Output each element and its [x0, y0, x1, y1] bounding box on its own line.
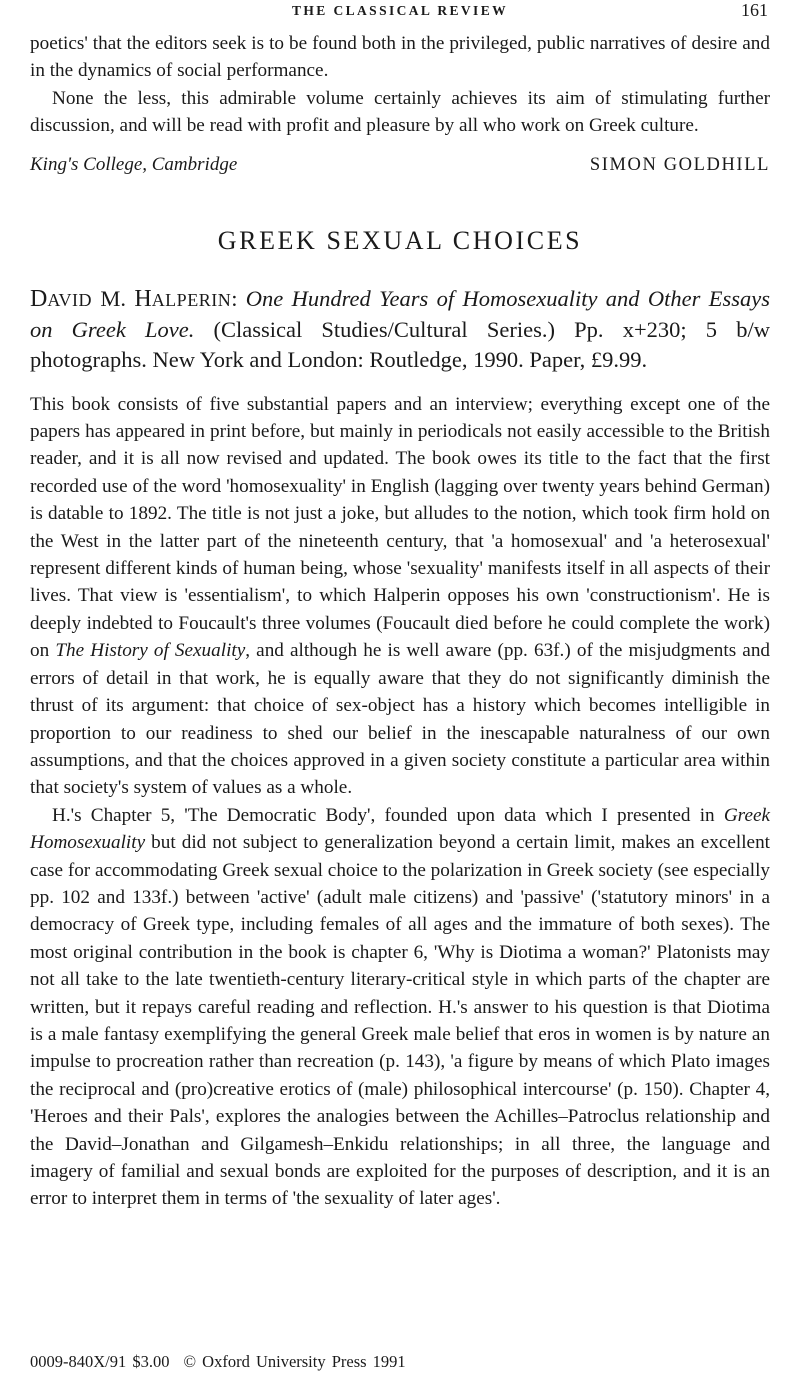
author-name: DAVID M. HALPERIN: [30, 285, 232, 312]
book-citation: DAVID M. HALPERIN: One Hundred Years of Homosexuality and Other Essays on Greek Love. (Classical Studies/Cultural Series.) Pp. x+230; 5 b/w photographs. New York and London: Routledge, 1990. Paper, £9.99.: [30, 285, 770, 372]
book-title: One Hundred Years of Homosexuality and Other Essays on Greek Love.: [30, 285, 770, 342]
running-head: [30, 0, 770, 30]
reviewer-signoff: [30, 154, 770, 176]
copyright-notice: © Oxford University Press 1991: [183, 1352, 406, 1371]
previous-review-final-paragraph: None the less, this admirable volume certainly achieves its aim of stimulating further discussion, and will be read with profit and pleasure by all who work on Greek culture.: [30, 87, 770, 137]
review-paragraph-1: This book consists of five substantial papers and an interview; everything except one of the papers has appeared in print before, but mainly in periodicals not easily accessible to the British reader, and it is all now revised and updated. The book owes its title to the fact that the first recorded use of the word 'homosexuality' in English (lagging over twenty years behind German) is datable to 1892. The title is not just a joke, but alludes to the notion, which took firm hold on the West in the latter part of the nineteenth century, that 'a homosexual' and 'a heterosexual' represent different kinds of human being, whose 'sexuality' manifests itself in all aspects of their lives. That view is 'essentialism', to which Halperin opposes his own 'constructionism'. He is deeply indebted to Foucault's three volumes (Foucault died before he could complete the work) on The History of Sexuality, and although he is well aware (pp. 63f.) of the misjudgments and errors of detail in that work, he is equally aware that they do not significantly diminish the thrust of its argument: that choice of sex-object has a history which becomes intelligible in proportion to our readiness to shed our belief in the inescapable naturalness of our own assumptions, and that the choices approved in a given society constitute a particular area within that society's system of values as a whole.: [30, 393, 771, 799]
page-number: 161: [741, 0, 768, 20]
page-footer: [30, 1352, 406, 1372]
book-details: (Classical Studies/Cultural Series.) Pp. x+230; 5 b/w photographs. New York and London: Routledge, 1990. Paper, £9.99.: [30, 316, 770, 372]
previous-review-paragraph-end: poetics' that the editors seek is to be found both in the privileged, public narratives of desire and in the dynamics of social performance.: [30, 33, 770, 82]
reviewer-name: SIMON GOLDHILL: [589, 154, 770, 175]
review-paragraph-2: H.'s Chapter 5, 'The Democratic Body', founded upon data which I presented in Greek Homosexuality but did not subject to generalization beyond a certain limit, makes an excellent case for accommodating Greek sexual choice to the polarization in Greek society (see especially pp. 102 and 133f.) between 'active' (adult male citizens) and 'passive' ('statutory minors' in a democracy of Greek type, including females of all ages and the immature of both sexes). The most original contribution in the book is chapter 6, 'Why is Diotima a woman?' Platonists may not all take to the late twentieth-century literary-critical style in which parts of the chapter are written, but it repays careful reading and reflection. H.'s answer to his question is that Diotima is a male fantasy exemplifying the general Greek male belief that eros in women is by nature an impulse to procreation rather than recreation (p. 143), 'a figure by means of which Plato images the reciprocal and (pro)creative erotics of (male) philosophical intercourse' (p. 150). Chapter 4, 'Heroes and their Pals', explores the analogies between the Achilles–Patroclus relationship and the David–Jonathan and Gilgamesh–Enkidu relationships; in all three, the language and imagery of familial and sexual bonds are exploited for the purposes of description, and it is an error to interpret them in terms of 'the sexuality of later ages'.: [30, 804, 771, 1210]
section-title: GREEK SEXUAL CHOICES: [217, 225, 583, 255]
journal-page: [30, 0, 770, 1213]
cited-title-history-of-sexuality: The History of Sexuality: [55, 640, 246, 662]
reviewer-affiliation: King's College, Cambridge: [30, 153, 238, 175]
issn-price: 0009-840X/91 $3.00: [30, 1352, 170, 1371]
cited-title-greek-homosexuality: Greek Homosexuality: [30, 804, 770, 854]
running-title: THE CLASSICAL REVIEW: [291, 3, 509, 18]
